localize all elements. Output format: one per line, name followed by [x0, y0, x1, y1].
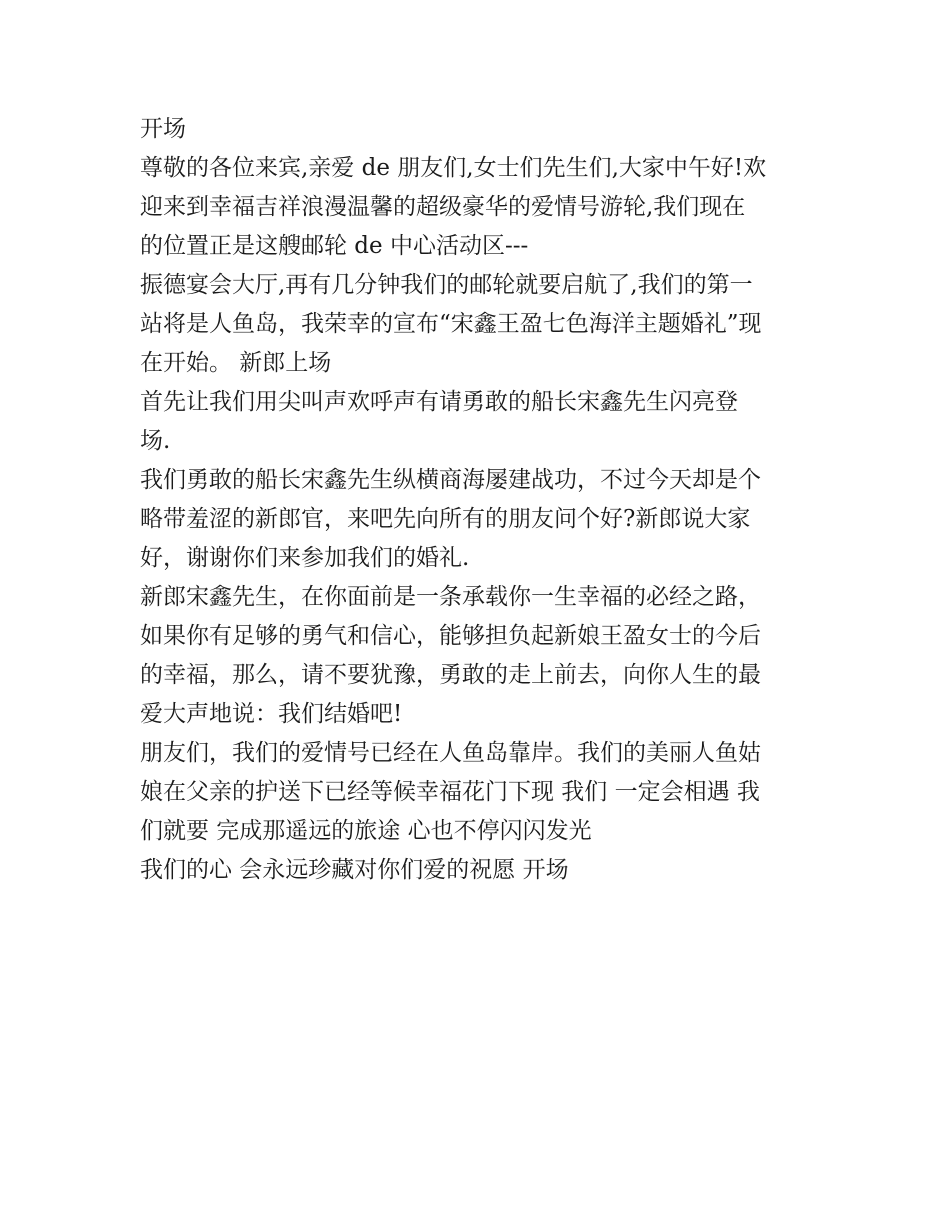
text-line: 迎来到幸福吉祥浪漫温馨的超级豪华的爱情号游轮,我们现在	[140, 194, 746, 220]
text-line: 如果你有足够的勇气和信心，能够担负起新娘王盈女士的今后	[140, 623, 761, 649]
text-line: 的位置正是这艘邮轮 de 中心活动区---	[140, 233, 529, 259]
text-line: 我们的心 会永远珍藏对你们爱的祝愿 开场	[140, 857, 569, 883]
text-line: 的幸福，那么，请不要犹豫，勇敢的走上前去，向你人生的最	[140, 662, 761, 688]
text-line: 开场	[140, 116, 186, 142]
text-line: 我们勇敢的船长宋鑫先生纵横商海屡建战功，不过今天却是个	[140, 467, 761, 493]
text-line: 爱大声地说：我们结婚吧!	[140, 701, 403, 727]
text-line: 朋友们，我们的爱情号已经在人鱼岛靠岸。我们的美丽人鱼姑	[140, 740, 761, 766]
text-line: 尊敬的各位来宾,亲爱 de 朋友们,女士们先生们,大家中午好!欢	[140, 155, 767, 181]
text-line: 们就要 完成那遥远的旅途 心也不停闪闪发光	[140, 818, 592, 844]
text-line: 新郎宋鑫先生，在你面前是一条承载你一生幸福的必经之路，	[140, 584, 761, 610]
text-line: 在开始。 新郎上场	[140, 350, 332, 376]
text-line: 首先让我们用尖叫声欢呼声有请勇敢的船长宋鑫先生闪亮登	[140, 389, 738, 415]
document-body	[140, 110, 820, 890]
text-line: 好，谢谢你们来参加我们的婚礼.	[140, 545, 470, 571]
text-line: 娘在父亲的护送下已经等候幸福花门下现 我们 一定会相遇 我	[140, 779, 760, 805]
text-line: 略带羞涩的新郎官，来吧先向所有的朋友问个好?新郎说大家	[140, 506, 751, 532]
text-line: 站将是人鱼岛，我荣幸的宣布“宋鑫王盈七色海洋主题婚礼”现	[140, 311, 762, 337]
text-line: 振德宴会大厅,再有几分钟我们的邮轮就要启航了,我们的第一	[140, 272, 753, 298]
text-line: 场.	[140, 428, 171, 454]
